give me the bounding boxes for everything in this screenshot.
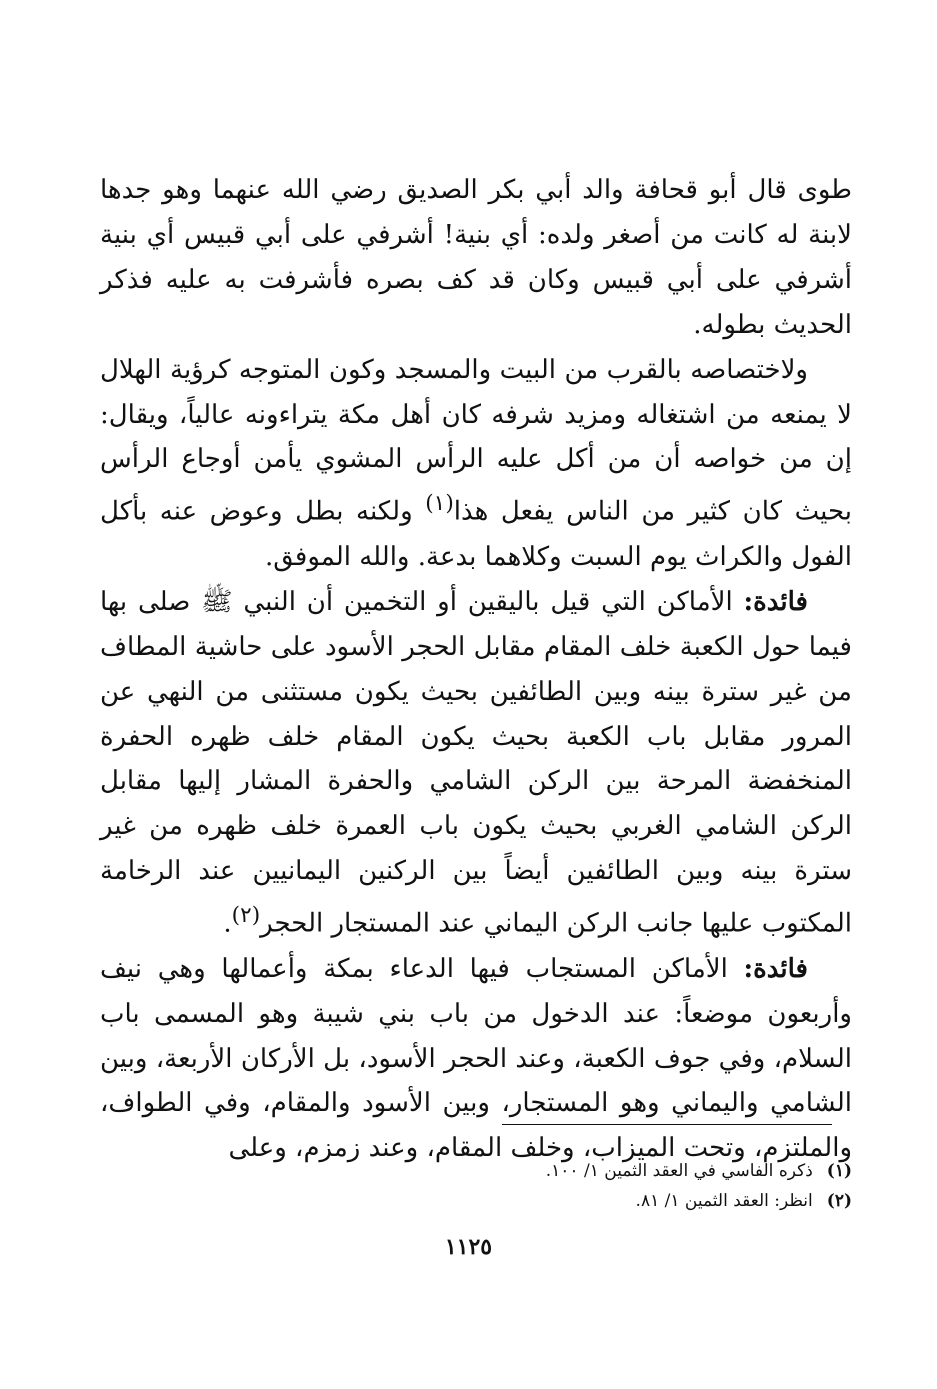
footnote-ref-2: (٢): [231, 903, 261, 929]
paragraph-3-text: الأماكن التي قيل باليقين أو التخمين أن النبي ﷺ صلى بها فيما حول الكعبة خلف المقام مقابل الحجر الأسود على حاشية المطاف من غير سترة بينه وبين الطائفين بحيث يكون مستثنى من النهي عن المرور مقابل باب الكعبة بحيث يكون المقام خلف ظهره الحفرة المنخفضة المرحة بين الركن الشامي والحفرة المشار إليها مقابل الركن الشامي الغربي بحيث يكون باب العمرة خلف ظهره من غير سترة بينه وبين الطائفين أيضاً بين الركنين اليمانيين عند الرخامة المكتوب عليها جانب الركن اليماني عند المستجار الحجر: [100, 586, 852, 939]
paragraph-1: [100, 168, 852, 348]
paragraph-2-text-a: ولاختصاصه بالقرب من البيت والمسجد وكون المتوجه كرؤية الهلال لا يمنعه من اشتغاله ومزيد شرفه كان أهل مكة يتراءونه عالياً، ويقال: إن من خواصه أن من أكل عليه الرأس المشوي يأمن أوجاع الرأس بحيث كان كثير من الناس يفعل هذا: [100, 354, 852, 527]
footnote-ref-1: (١): [425, 491, 454, 517]
faida-label: فائدة:: [743, 586, 808, 617]
footnote-2: [100, 1186, 852, 1216]
paragraph-2: [100, 348, 852, 580]
footnote-1-text: ذكره الفاسي في العقد الثمين ١/ ١٠٠.: [545, 1161, 813, 1181]
paragraph-4: [100, 947, 852, 1172]
paragraph-3-end: .: [223, 908, 232, 939]
paragraph-4-text: الأماكن المستجاب فيها الدعاء بمكة وأعمالها وهي نيف وأربعون موضعاً: عند الدخول من باب بني شيبة وهو المسمى باب السلام، وفي جوف الكعبة، وعند الحجر الأسود، بل الأركان الأربعة، وبين الشامي واليماني وهو المستجار، وبين الأسود والمقام، وفي الطواف، والملتزم، وتحت الميزاب، وخلف المقام، وعند زمزم، وعلى: [100, 953, 852, 1164]
footnote-separator: [502, 1124, 832, 1125]
main-text: [100, 168, 852, 1171]
paragraph-2-text-b: ولكنه بطل وعوض عنه بأكل الفول والكراث يوم السبت وكلاهما بدعة. والله الموفق.: [100, 497, 852, 572]
faida-label: فائدة:: [743, 953, 808, 984]
footnote-2-text: انظر: العقد الثمين ١/ ٨١.: [635, 1191, 813, 1211]
footnote-2-number: (٢): [826, 1191, 852, 1211]
paragraph-3: [100, 580, 852, 947]
footnote-1: [100, 1156, 852, 1186]
paragraph-1-text: طوى قال أبو قحافة والد أبي بكر الصديق رضي الله عنهما وهو جدها لابنة له كانت من أصغر ولده: أي بنية! أشرفي على أبي قبيس أي بنية أشرفي على أبي قبيس وكان قد كف بصره فأشرفت به عليه فذكر الحديث بطوله.: [100, 175, 852, 340]
footnote-1-number: (١): [826, 1161, 852, 1181]
page-number: ١١٢٥: [444, 1234, 493, 1260]
footnotes: [100, 1156, 852, 1216]
